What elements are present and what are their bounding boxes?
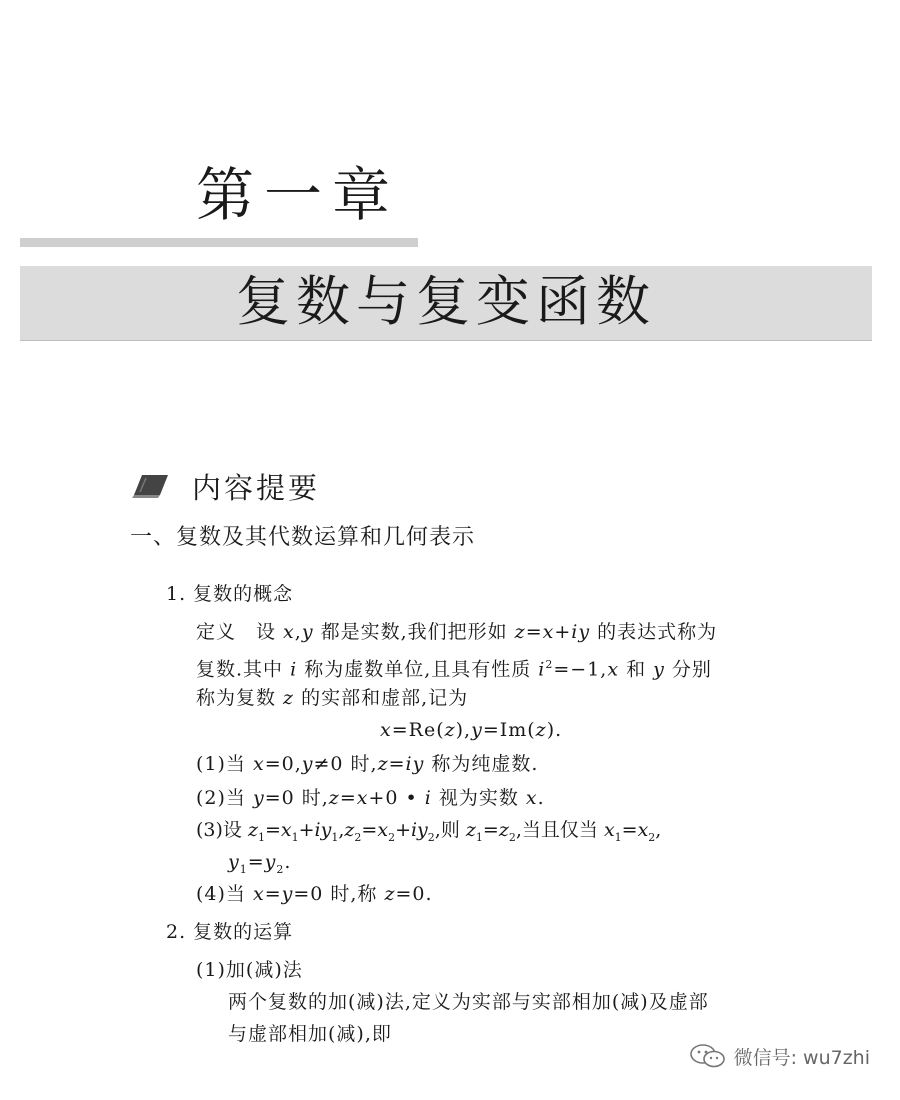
definition-formula: x=Re(z),y=Im(z). [380,719,563,741]
chapter-number: 第一章 [196,161,401,229]
definition-line-3: 称为复数 z 的实部和虚部,记为 [196,687,469,709]
watermark [688,1042,870,1070]
case-2: (2)当 y=0 时,z=x+0 • i 视为实数 x. [196,787,545,809]
addition-line-2: 与虚部相加(减),即 [228,1023,392,1045]
case-3-continued: $y_1=y_2$. [228,851,292,876]
definition-line-2: 复数.其中 i 称为虚数单位,且具有性质 $i^2=-1,x$ 和 y 分别 [196,658,712,681]
book-icon [130,473,170,499]
section-heading [130,466,320,506]
watermark-text: 微信号: wu7zhi [733,1046,870,1069]
concept-heading: 1. 复数的概念 [166,583,294,605]
wechat-icon [688,1042,728,1070]
operations-heading: 2. 复数的运算 [166,921,294,943]
chapter-rule [20,238,418,247]
addition-line-1: 两个复数的加(减)法,定义为实部与实部相加(减)及虚部 [228,991,709,1013]
addition-heading: (1)加(减)法 [196,959,303,981]
case-1: (1)当 x=0,y≠0 时,z=iy 称为纯虚数. [196,753,539,775]
case-3: (3)设 $z_1=x_1+iy_1,z_2=x_2+iy_2$,则 $z_1=z_2$,当且仅当 $x_1=x_2$, [196,819,662,844]
definition-line-1: 定义 设 x,y 都是实数,我们把形如 z=x+iy 的表达式称为 [196,621,718,643]
section-title: 内容提要 [192,470,321,505]
chapter-title: 复数与复变函数 [236,270,656,333]
case-4: (4)当 x=y=0 时,称 z=0. [196,883,433,905]
subsection-heading: 一、复数及其代数运算和几何表示 [130,525,476,550]
